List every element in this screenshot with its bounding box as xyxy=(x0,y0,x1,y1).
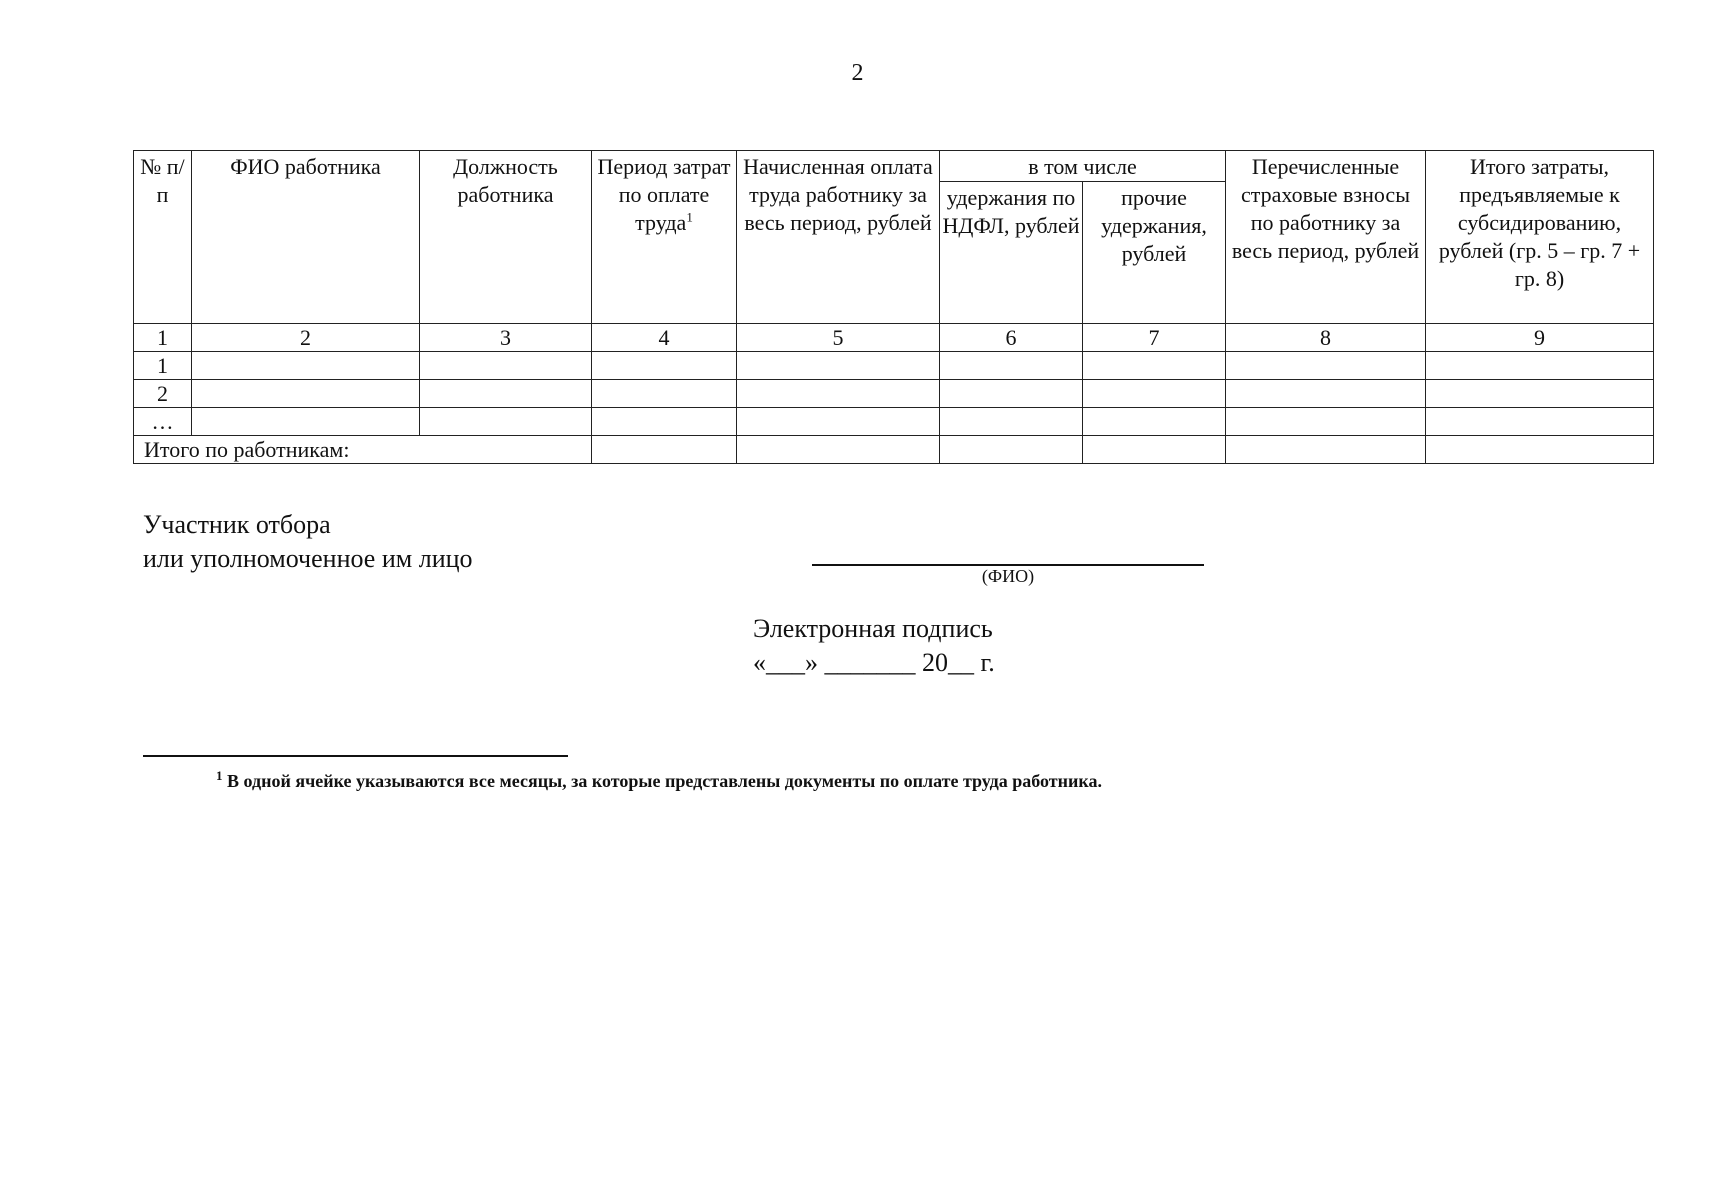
table-row xyxy=(134,408,1654,436)
table-cell xyxy=(420,380,592,408)
table-cell xyxy=(592,352,737,380)
header-period xyxy=(592,151,737,324)
table-cell xyxy=(1226,380,1426,408)
page-number: 2 xyxy=(851,60,864,86)
table-cell xyxy=(1226,436,1426,464)
header-position: Должность работника xyxy=(420,151,592,324)
header-total-costs: Итого затраты, предъявляемые к субсидированию, рублей (гр. 5 – гр. 7 + гр. 8) xyxy=(1426,151,1654,324)
header-including: в том числе xyxy=(940,151,1226,182)
column-number: 1 xyxy=(134,324,192,352)
total-label: Итого по работникам: xyxy=(134,436,592,464)
table-cell xyxy=(1426,380,1654,408)
row-number: … xyxy=(134,408,192,436)
table-cell xyxy=(1083,436,1226,464)
table-cell xyxy=(592,408,737,436)
column-numbers-row xyxy=(134,324,1654,352)
table-cell xyxy=(737,352,940,380)
table-cell xyxy=(192,352,420,380)
column-number: 9 xyxy=(1426,324,1654,352)
footnote xyxy=(216,768,1102,792)
table-cell xyxy=(737,408,940,436)
table-cell xyxy=(737,436,940,464)
column-number: 8 xyxy=(1226,324,1426,352)
header-insurance: Перечисленные страховые взносы по работнику за весь период, рублей xyxy=(1226,151,1426,324)
table-row xyxy=(134,380,1654,408)
electronic-signature-label: Электронная подпись xyxy=(753,614,993,643)
table-cell xyxy=(940,352,1083,380)
table-cell xyxy=(940,380,1083,408)
salary-costs-table xyxy=(133,150,1654,464)
table-cell xyxy=(1226,352,1426,380)
column-number: 5 xyxy=(737,324,940,352)
table-cell xyxy=(1083,380,1226,408)
header-period-text: Период затрат по оплате труда xyxy=(597,154,731,235)
table-cell xyxy=(1083,408,1226,436)
table-cell xyxy=(940,408,1083,436)
footnote-number: 1 xyxy=(216,768,223,783)
footnote-mark: 1 xyxy=(686,209,693,225)
header-fio: ФИО работника xyxy=(192,151,420,324)
table-cell xyxy=(1083,352,1226,380)
table-cell xyxy=(592,436,737,464)
table-row xyxy=(134,352,1654,380)
fio-caption: (ФИО) xyxy=(981,566,1035,586)
footnote-divider xyxy=(143,755,568,757)
participant-label: Участник отбора xyxy=(143,510,331,539)
row-number: 1 xyxy=(134,352,192,380)
footnote-text: В одной ячейке указываются все месяцы, за которые представлены документы по оплате труда работника. xyxy=(227,771,1102,791)
table-cell xyxy=(1426,352,1654,380)
table-cell xyxy=(1226,408,1426,436)
participant-block xyxy=(143,508,473,576)
column-number: 2 xyxy=(192,324,420,352)
column-number: 4 xyxy=(592,324,737,352)
date-placeholder: «___» _______ 20__ г. xyxy=(753,648,995,677)
authorized-person-label: или уполномоченное им лицо xyxy=(143,544,473,573)
header-accrued-pay: Начисленная оплата труда работнику за весь период, рублей xyxy=(737,151,940,324)
header-other-deductions: прочие удержания, рублей xyxy=(1083,182,1226,324)
header-number: № п/п xyxy=(134,151,192,324)
total-row xyxy=(134,436,1654,464)
table-cell xyxy=(1426,436,1654,464)
table-cell xyxy=(1426,408,1654,436)
header-ndfl: удержания по НДФЛ, рублей xyxy=(940,182,1083,324)
column-number: 3 xyxy=(420,324,592,352)
header-row-1 xyxy=(134,151,1654,182)
table-cell xyxy=(737,380,940,408)
column-number: 7 xyxy=(1083,324,1226,352)
table-cell xyxy=(592,380,737,408)
table-cell xyxy=(192,408,420,436)
row-number: 2 xyxy=(134,380,192,408)
table-cell xyxy=(420,352,592,380)
table-cell xyxy=(940,436,1083,464)
table-cell xyxy=(420,408,592,436)
column-number: 6 xyxy=(940,324,1083,352)
table-cell xyxy=(192,380,420,408)
